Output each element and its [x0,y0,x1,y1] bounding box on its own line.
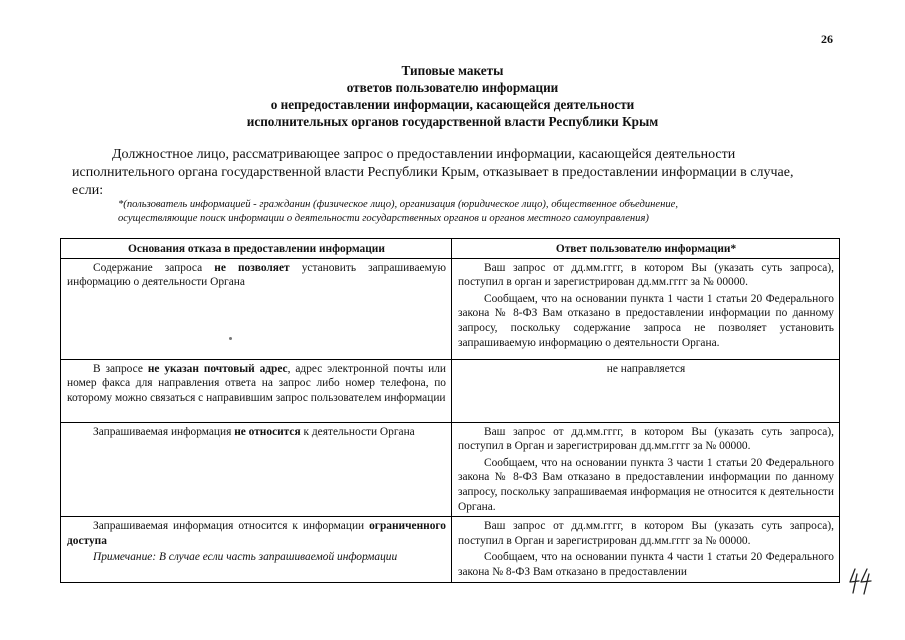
column-header-reason: Основания отказа в предоставлении информации [61,239,452,259]
response-cell [452,258,840,359]
table-row [61,422,840,517]
response-paragraph: Сообщаем, что на основании пункта 4 части 1 статьи 20 Федерального закона № 8-ФЗ Вам отказано в предоставлении [458,551,834,578]
reason-text: , адрес электронной почты или номер факса для направления ответа на запрос либо номер телефона, по которому можно связаться с направившим запрос пользователем информации [67,362,446,404]
reason-cell [61,359,452,422]
heading-line: исполнительных органов государственной власти Республики Крым [246,114,659,129]
reason-text: к деятельности Органа [300,425,415,438]
reason-emphasis: не относится [234,425,301,438]
footnote-line: *(пользователь информацией - гражданин (физическое лицо), организация (юридическое лицо), общественное объединение, [118,199,679,210]
intro-line: Должностное лицо, рассматривающее запрос о предоставлении информации, касающейся деятельности [112,147,736,162]
reason-text: В запросе [93,362,148,375]
reason-emphasis: не указан почтовый адрес [147,362,288,375]
response-cell [452,359,840,422]
response-paragraph: Ваш запрос от дд.мм.гггг, в котором Вы (указать суть запроса), поступил в орган и зарегистрирован дд.мм.гггг за № 00000. [458,261,834,289]
heading-line: Типовые макеты [401,63,504,78]
reason-text: Содержание запроса [93,261,215,274]
footnote [118,198,834,226]
intro-line: если: [72,183,104,198]
table-header-row [61,239,840,259]
footnote-line: осуществляющие поиск информации о деятельности государственных органов и органов местного самоуправления) [118,213,649,224]
document-heading [0,62,905,130]
reason-text: Запрашиваемая информация [93,425,235,438]
table-row [61,258,840,359]
reason-cell [61,422,452,517]
response-paragraph: Сообщаем, что на основании пункта 1 части 1 статьи 20 Федерального закона № 8-ФЗ Вам отказано в предоставлении информации по данному запросу, поскольку содержание запроса не позволяет установить запрашиваемую информацию о деятельности Органа. [458,292,834,349]
heading-line: ответов пользователю информации [346,80,559,95]
reason-text: установить запрашиваемую информацию о деятельности Органа [67,261,447,289]
page-number: 26 [821,32,833,46]
reason-note: Примечание: В случае если часть запрашиваемой информации [93,551,398,564]
handwritten-page-mark [846,566,876,601]
refusal-templates-table [60,238,840,583]
response-paragraph: Ваш запрос от дд.мм.гггг, в котором Вы (указать суть запроса), поступил в Орган и зарегистрирован дд.мм.гггг за № 00000. [458,520,834,547]
intro-paragraph [72,146,834,200]
column-header-response: Ответ пользователю информации* [452,239,840,259]
reason-cell [61,258,452,359]
response-cell [452,517,840,582]
heading-line: о непредоставлении информации, касающейся деятельности [270,97,635,112]
reason-emphasis: ограниченного доступа [67,520,446,547]
reason-text: Запрашиваемая информация относится к информации [93,520,370,533]
intro-line: исполнительного органа государственной власти Республики Крым, отказывает в предоставлении информации в случае, [72,165,794,180]
reason-emphasis: не позволяет [214,261,290,274]
reason-cell [61,517,452,582]
table-row [61,517,840,582]
response-paragraph: не направляется [606,362,686,375]
handwritten-mark-icon [846,566,876,596]
response-paragraph: Ваш запрос от дд.мм.гггг, в котором Вы (указать суть запроса), поступил в Орган и зарегистрирован дд.мм.гггг за № 00000. [458,425,834,453]
response-paragraph: Сообщаем, что на основании пункта 3 части 1 статьи 20 Федерального закона № 8-ФЗ Вам отказано в предоставлении информации по данному запросу, поскольку запрашиваемая информация не относится к деятельности Органа. [458,456,834,513]
response-cell [452,422,840,517]
table-row [61,359,840,422]
scan-speck [229,337,232,340]
